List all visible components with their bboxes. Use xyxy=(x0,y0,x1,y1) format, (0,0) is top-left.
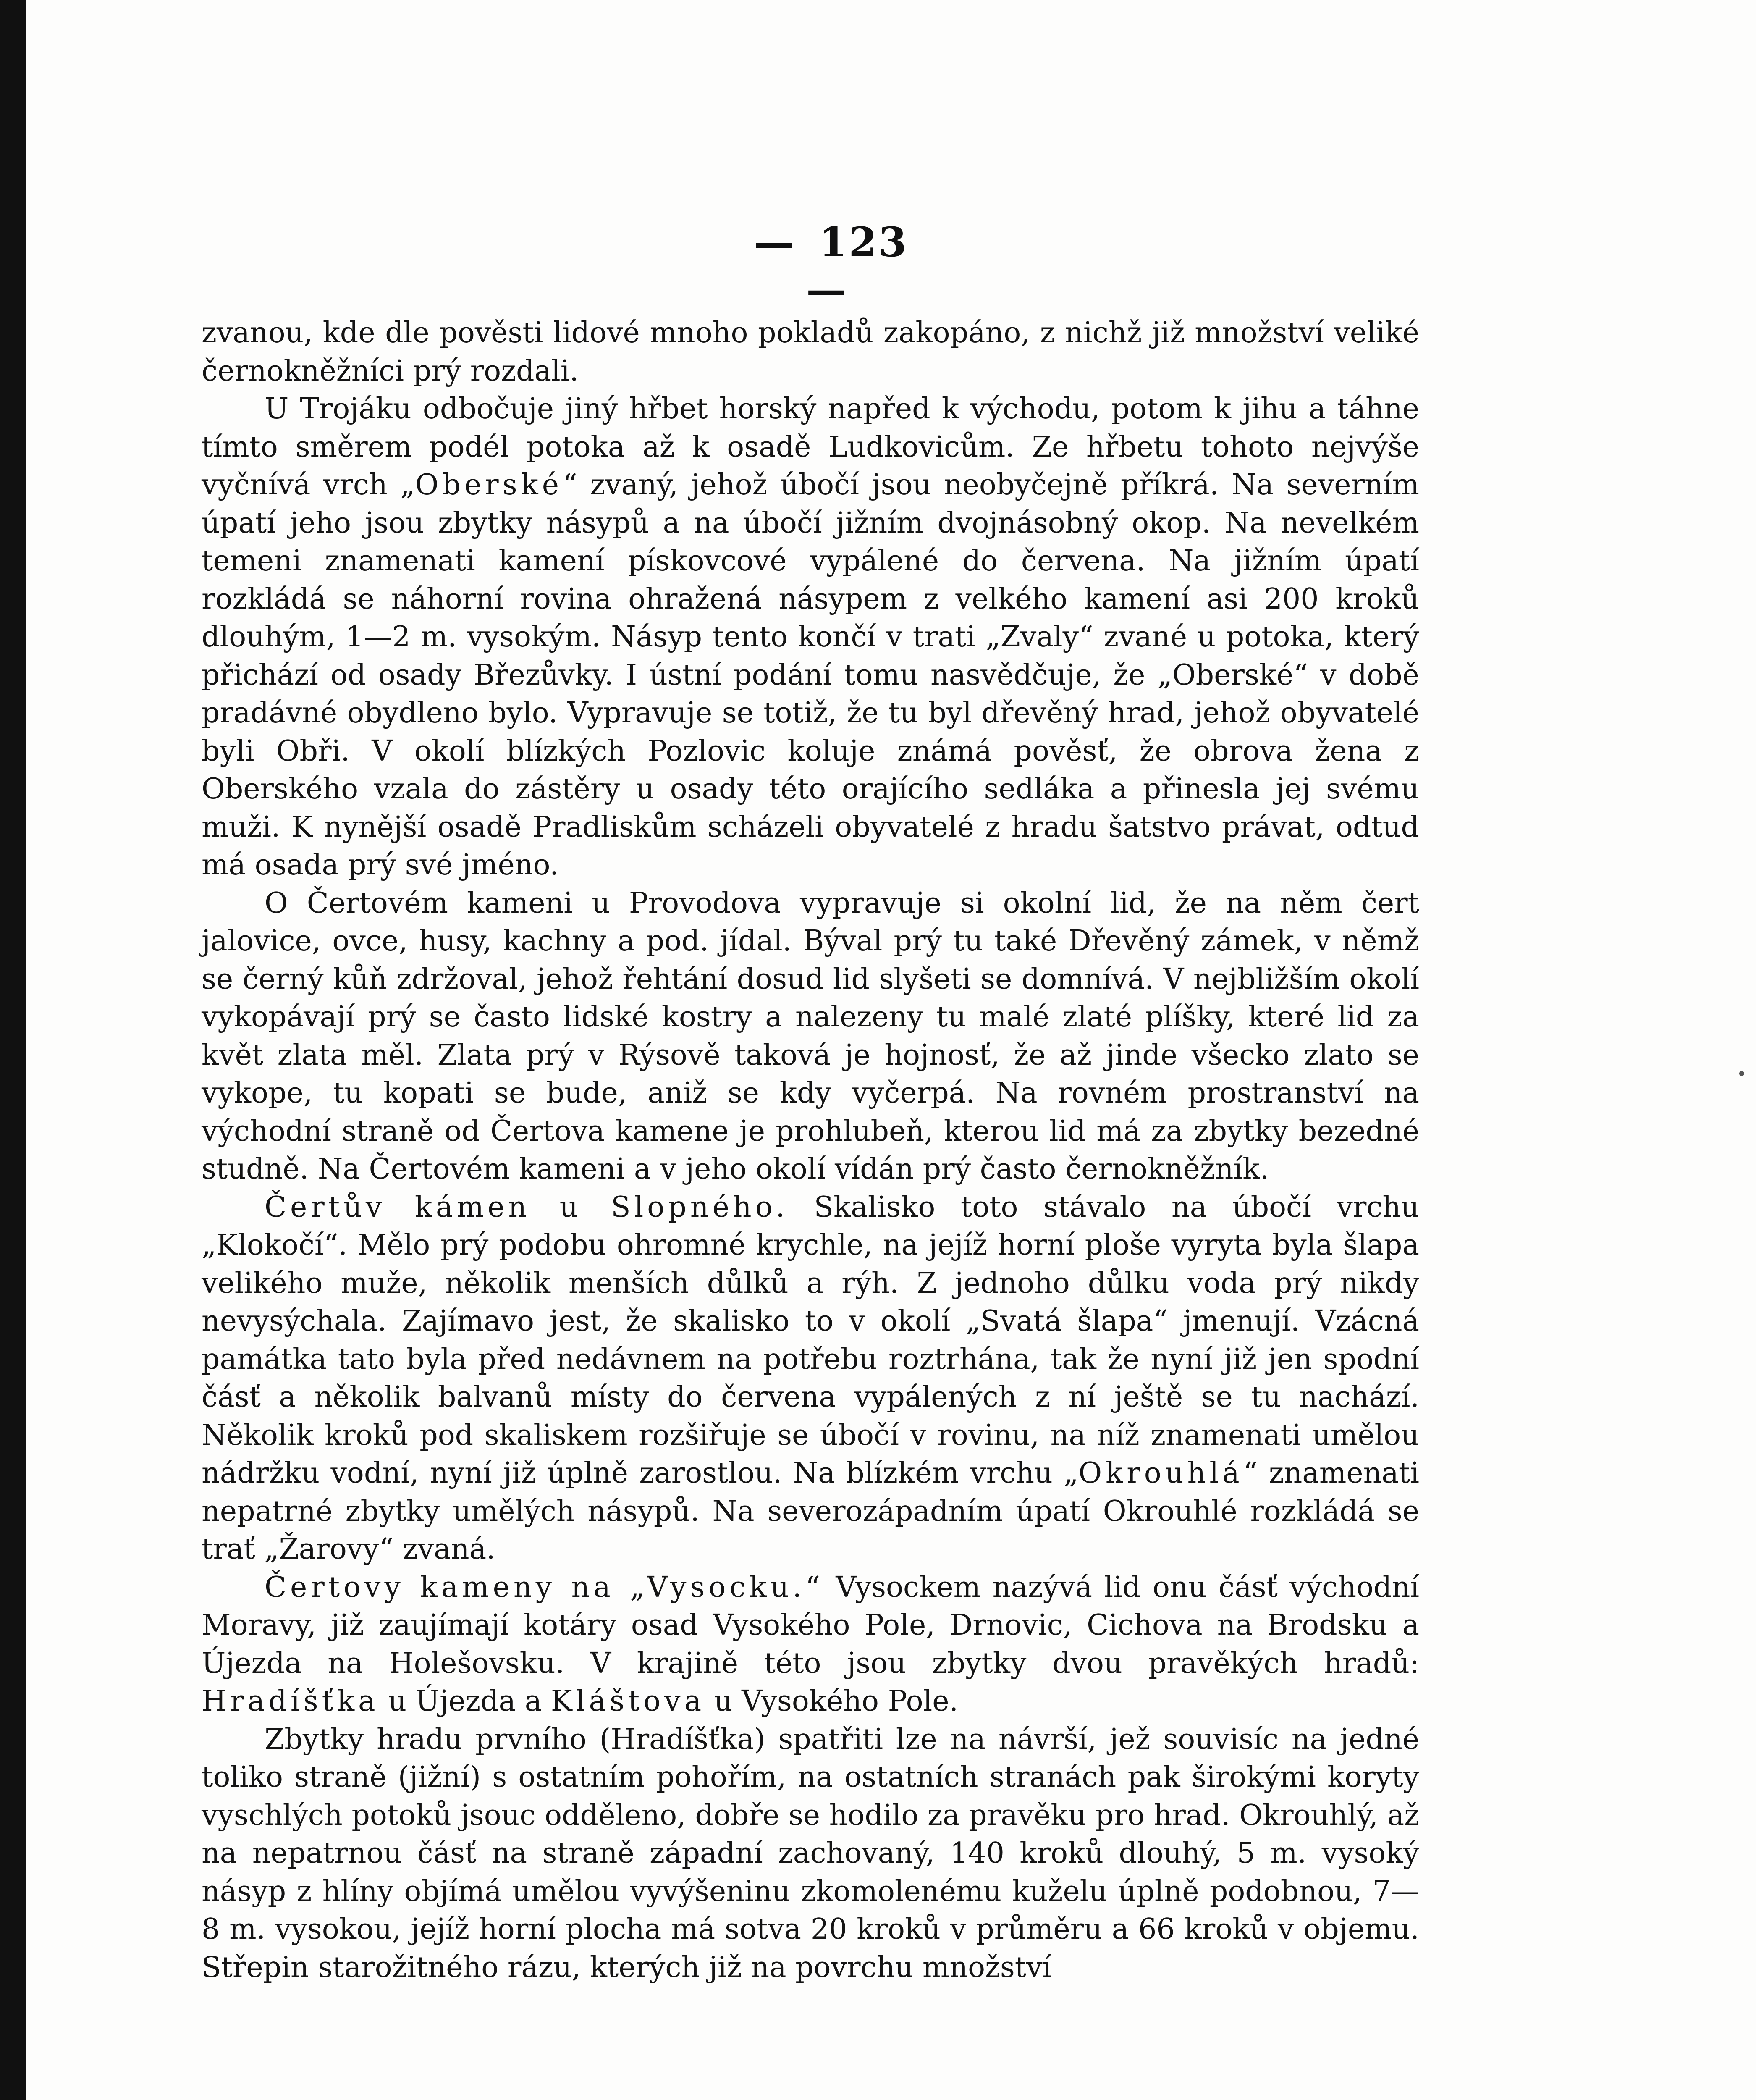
spaced-emphasis: Čertovy kameny na „Vysocku.“ xyxy=(265,1570,824,1604)
text-run: Skalisko toto stávalo na úbočí vrchu „Klokočí“. Mělo prý podobu ohromné krychle, na jejíž horní ploše vyryta byla šlapa velikého muže, několik menších důlků a rýh. Z jednoho důlku voda prý nikdy nevysýchala. Zajímavo jest, že skalisko to v okolí „Svatá šlapa“ jmenují. Vzácná památka tato byla před nedávnem na potřebu roztrhána, tak že nyní již jen spodní čásť a několik balvanů místy do červena vypálených z ní ještě se tu nachází. Několik kroků pod skaliskem rozšiřuje se úbočí v rovinu, na níž znamenati umělou nádržku vodní, nyní již úplně zarostlou. Na blízkém vrchu „ xyxy=(202,1190,1419,1490)
text-run: u Újezda a xyxy=(379,1685,551,1718)
paragraph xyxy=(202,1189,1419,1569)
page-number: 123 xyxy=(819,218,908,266)
spaced-emphasis: Oberské xyxy=(415,468,563,501)
text-run: O Čertovém kameni u Provodova vypravuje si okolní lid, že na něm čert jalovice, ovce, husy, kachny a pod. jídal. Býval prý tu také Dřevěný zámek, v němž se černý kůň zdržoval, jehož řehtání dosud lid slyšeti se domnívá. V nejbližším okolí vykopávají prý se často lidské kostry a nalezeny tu malé zlaté plíšky, které lid za květ zlata měl. Zlata prý v Rýsově taková je hojnosť, že až jinde všecko zlato se vykope, tu kopati se bude, aniž se kdy vyčerpá. Na rovném prostranství na východní straně od Čertova kamene je prohlubeň, kterou lid má za zbytky bezedné studně. Na Čertovém kameni a v jeho okolí vídán prý často černokněžník. xyxy=(202,886,1419,1186)
text-run: “ zvaný, jehož úbočí jsou neobyčejně příkrá. Na severním úpatí jeho jsou zbytky násypů a na úbočí jižním dvojnásobný okop. Na nevelkém temeni znamenati kamení pískovcové vypálené do červena. Na jižním úpatí rozkládá se náhorní rovina ohražená násypem z velkého kamení asi 200 kroků dlouhým, 1—2 m. vysokým. Násyp tento končí v trati „Zvaly“ zvané u potoka, který přichází od osady Březůvky. I ústní podání tomu nasvědčuje, že „Oberské“ v době pradávné obydleno bylo. Vypravuje se totiž, že tu byl dřevěný hrad, jehož obyvatelé byli Obři. V okolí blízkých Pozlovic koluje známá pověsť, že obrova žena z Oberského vzala do zástěry u osady této orajícího sedláka a přinesla jej svému muži. K nynější osadě Pradliskům scházeli obyvatelé z hradu šatstvo právat, odtud má osada prý své jméno. xyxy=(202,468,1419,882)
scan-edge-left xyxy=(0,0,26,2100)
text-run: Vysockem nazývá lid onu čásť východní Moravy, již zaujímají kotáry osad Vysokého Pole, Drnovic, Cichova na Brodsku a Újezda na Holešovsku. V krajině této jsou zbytky dvou pravěkých hradů: xyxy=(202,1570,1420,1680)
paragraph xyxy=(202,314,1419,390)
text-run: u Vysokého Pole. xyxy=(705,1685,959,1718)
header-dash-left: — xyxy=(754,218,796,266)
header-dash-right: — xyxy=(806,266,848,313)
text-run: U Trojáku odbočuje jiný hřbet horský napřed k východu, potom k jihu a táhne tímto směrem podél potoka až k osadě Ludkovicům. Ze hřbetu tohoto nejvýše vyčnívá vrch „ xyxy=(202,392,1419,501)
body-text xyxy=(202,314,1419,1987)
page-number-header xyxy=(722,218,932,313)
paragraph xyxy=(202,1569,1419,1721)
paragraph xyxy=(202,1721,1419,1987)
spaced-emphasis: Kláštova xyxy=(550,1685,705,1718)
paragraph xyxy=(202,885,1419,1189)
spaced-emphasis: Hradíšťka xyxy=(202,1685,379,1718)
text-run: “ znamenati nepatrné zbytky umělých násypů. Na severozápadním úpatí Okrouhlé rozkládá se trať „Žarovy“ zvaná. xyxy=(202,1457,1419,1566)
text-run: Zbytky hradu prvního (Hradíšťka) spatřiti lze na návrší, jež souvisíc na jedné toliko straně (jižní) s ostatním pohořím, na ostatních stranách pak širokými koryty vyschlých potoků jsouc odděleno, dobře se hodilo za pravěku pro hrad. Okrouhlý, až na nepatrnou čásť na straně západní zachovaný, 140 kroků dlouhý, 5 m. vysoký násyp z hlíny objímá umělou vyvýšeninu zkomolenému kuželu úplně podobnou, 7—8 m. vysokou, jejíž horní plocha má sotva 20 kroků v průměru a 66 kroků v objemu. Střepin starožitného rázu, kterých již na povrchu množství xyxy=(202,1722,1419,1984)
spaced-emphasis: Čertův kámen u Slopného. xyxy=(265,1190,789,1224)
paragraph xyxy=(202,390,1419,885)
spaced-emphasis: Okrouhlá xyxy=(1078,1457,1243,1490)
dust-speck xyxy=(1739,1071,1744,1076)
text-run: zvanou, kde dle pověsti lidové mnoho pokladů zakopáno, z nichž již množství veliké černokněžníci prý rozdali. xyxy=(202,316,1419,388)
